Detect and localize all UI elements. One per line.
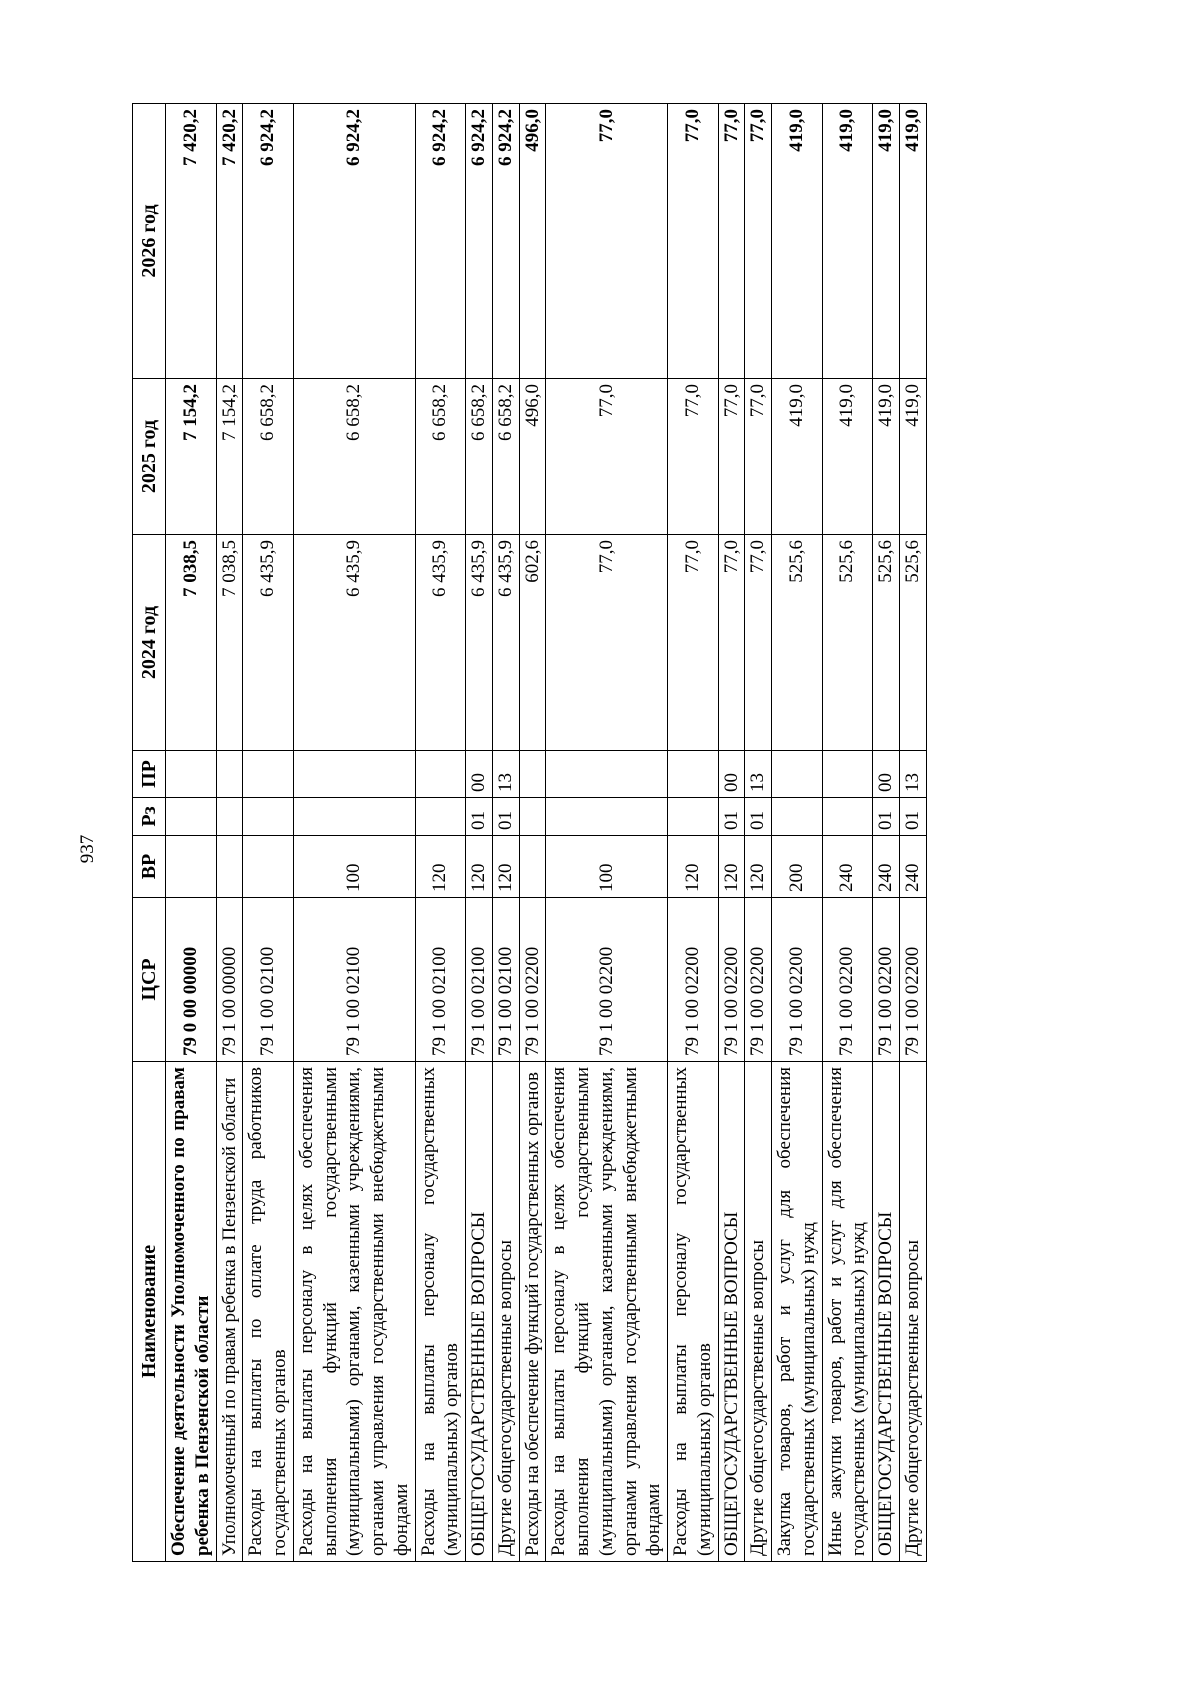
header-pr: ПР bbox=[133, 751, 166, 798]
header-2024: 2024 год bbox=[133, 535, 166, 751]
table-row bbox=[718, 104, 745, 1562]
table-row bbox=[772, 104, 823, 1562]
row-name: Другие общегосударственные вопросы bbox=[745, 1062, 772, 1562]
table-row bbox=[519, 104, 546, 1562]
row-2026: 77,0 bbox=[745, 104, 772, 379]
header-2026: 2026 год bbox=[133, 104, 166, 379]
table-row bbox=[216, 104, 243, 1562]
row-pr bbox=[243, 751, 294, 798]
row-name: Другие общегосударственные вопросы bbox=[492, 1062, 519, 1562]
row-csr: 79 1 00 02200 bbox=[718, 898, 745, 1062]
row-2024: 6 435,9 bbox=[415, 535, 466, 751]
row-2024: 525,6 bbox=[822, 535, 873, 751]
row-name: Закупка товаров, работ и услуг для обеспечения государственных (муниципальных) нужд bbox=[772, 1062, 823, 1562]
row-csr: 79 1 00 02100 bbox=[466, 898, 493, 1062]
table-row bbox=[415, 104, 466, 1562]
row-2026: 6 924,2 bbox=[415, 104, 466, 379]
row-2024: 7 038,5 bbox=[216, 535, 243, 751]
row-pr bbox=[822, 751, 873, 798]
row-csr: 79 1 00 02200 bbox=[899, 898, 926, 1062]
row-2026: 419,0 bbox=[772, 104, 823, 379]
table-row bbox=[745, 104, 772, 1562]
row-name: Расходы на выплаты персоналу государственных (муниципальных) органов bbox=[668, 1062, 719, 1562]
table-row bbox=[668, 104, 719, 1562]
row-2025: 419,0 bbox=[822, 379, 873, 535]
table-row bbox=[492, 104, 519, 1562]
row-2026: 496,0 bbox=[519, 104, 546, 379]
row-name: Расходы на выплаты персоналу в целях обеспечения выполнения функций государственными (муниципальными) органами, казенными учреждениями, органами управления государственными внебюджетными фондами bbox=[293, 1062, 415, 1562]
row-csr: 79 1 00 02100 bbox=[243, 898, 294, 1062]
rotated-table-container bbox=[132, 104, 1042, 1562]
row-pr: 00 bbox=[873, 751, 900, 798]
row-name: Расходы на выплаты персоналу в целях обеспечения выполнения функций государственными (муниципальными) органами, казенными учреждениями, органами управления государственными внебюджетными фондами bbox=[546, 1062, 668, 1562]
row-pr: 13 bbox=[745, 751, 772, 798]
row-name: Обеспечение деятельности Уполномоченного по правам ребенка в Пензенской области bbox=[166, 1062, 217, 1562]
table-row bbox=[243, 104, 294, 1562]
header-csr: ЦСР bbox=[133, 898, 166, 1062]
row-pr: 13 bbox=[899, 751, 926, 798]
row-rz bbox=[216, 798, 243, 836]
row-2025: 7 154,2 bbox=[216, 379, 243, 535]
row-2025: 419,0 bbox=[899, 379, 926, 535]
row-vr: 120 bbox=[492, 836, 519, 898]
row-2024: 525,6 bbox=[899, 535, 926, 751]
row-vr bbox=[166, 836, 217, 898]
row-rz: 01 bbox=[718, 798, 745, 836]
table-row bbox=[546, 104, 668, 1562]
row-2026: 419,0 bbox=[899, 104, 926, 379]
row-2025: 6 658,2 bbox=[415, 379, 466, 535]
page-number: 937 bbox=[77, 834, 98, 864]
row-2024: 77,0 bbox=[668, 535, 719, 751]
row-2024: 6 435,9 bbox=[243, 535, 294, 751]
row-2025: 496,0 bbox=[519, 379, 546, 535]
row-vr: 120 bbox=[466, 836, 493, 898]
row-name: Другие общегосударственные вопросы bbox=[899, 1062, 926, 1562]
row-2025: 6 658,2 bbox=[243, 379, 294, 535]
row-csr: 79 1 00 02100 bbox=[293, 898, 415, 1062]
row-vr: 240 bbox=[873, 836, 900, 898]
row-2024: 525,6 bbox=[873, 535, 900, 751]
row-vr: 240 bbox=[899, 836, 926, 898]
row-name: ОБЩЕГОСУДАРСТВЕННЫЕ ВОПРОСЫ bbox=[718, 1062, 745, 1562]
row-2024: 77,0 bbox=[546, 535, 668, 751]
row-rz bbox=[546, 798, 668, 836]
row-vr: 240 bbox=[822, 836, 873, 898]
row-vr: 120 bbox=[745, 836, 772, 898]
row-rz: 01 bbox=[873, 798, 900, 836]
row-2025: 6 658,2 bbox=[466, 379, 493, 535]
row-2026: 6 924,2 bbox=[243, 104, 294, 379]
row-pr bbox=[668, 751, 719, 798]
row-rz bbox=[668, 798, 719, 836]
row-vr bbox=[519, 836, 546, 898]
row-vr: 120 bbox=[718, 836, 745, 898]
table-row bbox=[166, 104, 217, 1562]
row-2026: 6 924,2 bbox=[466, 104, 493, 379]
row-rz bbox=[415, 798, 466, 836]
row-name: Иные закупки товаров, работ и услуг для обеспечения государственных (муниципальных) нужд bbox=[822, 1062, 873, 1562]
row-2026: 419,0 bbox=[822, 104, 873, 379]
row-2026: 77,0 bbox=[718, 104, 745, 379]
table-header-row bbox=[133, 104, 166, 1562]
row-csr: 79 1 00 02200 bbox=[546, 898, 668, 1062]
row-csr: 79 1 00 02200 bbox=[668, 898, 719, 1062]
row-csr: 79 1 00 00000 bbox=[216, 898, 243, 1062]
row-pr bbox=[415, 751, 466, 798]
row-vr: 200 bbox=[772, 836, 823, 898]
row-2026: 7 420,2 bbox=[216, 104, 243, 379]
row-name: Расходы на обеспечение функций государственных органов bbox=[519, 1062, 546, 1562]
row-2025: 77,0 bbox=[668, 379, 719, 535]
row-name: Расходы на выплаты по оплате труда работников государственных органов bbox=[243, 1062, 294, 1562]
row-2025: 77,0 bbox=[546, 379, 668, 535]
row-2025: 419,0 bbox=[873, 379, 900, 535]
header-name: Наименование bbox=[133, 1062, 166, 1562]
row-rz: 01 bbox=[492, 798, 519, 836]
row-csr: 79 1 00 02200 bbox=[519, 898, 546, 1062]
row-2026: 77,0 bbox=[668, 104, 719, 379]
row-2024: 6 435,9 bbox=[492, 535, 519, 751]
row-2025: 77,0 bbox=[718, 379, 745, 535]
row-name: Уполномоченный по правам ребенка в Пензенской области bbox=[216, 1062, 243, 1562]
row-2025: 419,0 bbox=[772, 379, 823, 535]
row-csr: 79 1 00 02100 bbox=[415, 898, 466, 1062]
row-rz: 01 bbox=[899, 798, 926, 836]
row-rz bbox=[243, 798, 294, 836]
row-rz bbox=[166, 798, 217, 836]
row-2026: 419,0 bbox=[873, 104, 900, 379]
row-name: ОБЩЕГОСУДАРСТВЕННЫЕ ВОПРОСЫ bbox=[466, 1062, 493, 1562]
table-row bbox=[873, 104, 900, 1562]
row-pr bbox=[166, 751, 217, 798]
row-csr: 79 1 00 02100 bbox=[492, 898, 519, 1062]
row-vr: 100 bbox=[546, 836, 668, 898]
row-vr bbox=[243, 836, 294, 898]
header-2025: 2025 год bbox=[133, 379, 166, 535]
row-vr bbox=[216, 836, 243, 898]
header-vr: ВР bbox=[133, 836, 166, 898]
table-row bbox=[293, 104, 415, 1562]
row-rz bbox=[519, 798, 546, 836]
row-vr: 100 bbox=[293, 836, 415, 898]
row-pr bbox=[772, 751, 823, 798]
row-csr: 79 1 00 02200 bbox=[745, 898, 772, 1062]
table-row bbox=[822, 104, 873, 1562]
row-2026: 6 924,2 bbox=[293, 104, 415, 379]
row-2024: 525,6 bbox=[772, 535, 823, 751]
row-2024: 602,6 bbox=[519, 535, 546, 751]
row-csr: 79 1 00 02200 bbox=[772, 898, 823, 1062]
row-2024: 77,0 bbox=[745, 535, 772, 751]
row-rz: 01 bbox=[745, 798, 772, 836]
row-2026: 6 924,2 bbox=[492, 104, 519, 379]
row-name: ОБЩЕГОСУДАРСТВЕННЫЕ ВОПРОСЫ bbox=[873, 1062, 900, 1562]
table-row bbox=[466, 104, 493, 1562]
row-2025: 6 658,2 bbox=[293, 379, 415, 535]
budget-table bbox=[132, 103, 927, 1562]
row-pr: 00 bbox=[718, 751, 745, 798]
row-csr: 79 0 00 00000 bbox=[166, 898, 217, 1062]
row-pr: 00 bbox=[466, 751, 493, 798]
row-pr bbox=[216, 751, 243, 798]
row-2025: 7 154,2 bbox=[166, 379, 217, 535]
table-row bbox=[899, 104, 926, 1562]
row-vr: 120 bbox=[415, 836, 466, 898]
row-pr: 13 bbox=[492, 751, 519, 798]
row-2026: 77,0 bbox=[546, 104, 668, 379]
row-vr: 120 bbox=[668, 836, 719, 898]
row-2024: 77,0 bbox=[718, 535, 745, 751]
row-csr: 79 1 00 02200 bbox=[822, 898, 873, 1062]
row-2024: 7 038,5 bbox=[166, 535, 217, 751]
header-rz: Рз bbox=[133, 798, 166, 836]
row-pr bbox=[519, 751, 546, 798]
row-2025: 6 658,2 bbox=[492, 379, 519, 535]
row-rz bbox=[293, 798, 415, 836]
row-name: Расходы на выплаты персоналу государственных (муниципальных) органов bbox=[415, 1062, 466, 1562]
row-pr bbox=[293, 751, 415, 798]
row-rz bbox=[822, 798, 873, 836]
row-csr: 79 1 00 02200 bbox=[873, 898, 900, 1062]
row-rz: 01 bbox=[466, 798, 493, 836]
row-rz bbox=[772, 798, 823, 836]
row-2024: 6 435,9 bbox=[466, 535, 493, 751]
row-pr bbox=[546, 751, 668, 798]
row-2025: 77,0 bbox=[745, 379, 772, 535]
row-2026: 7 420,2 bbox=[166, 104, 217, 379]
row-2024: 6 435,9 bbox=[293, 535, 415, 751]
